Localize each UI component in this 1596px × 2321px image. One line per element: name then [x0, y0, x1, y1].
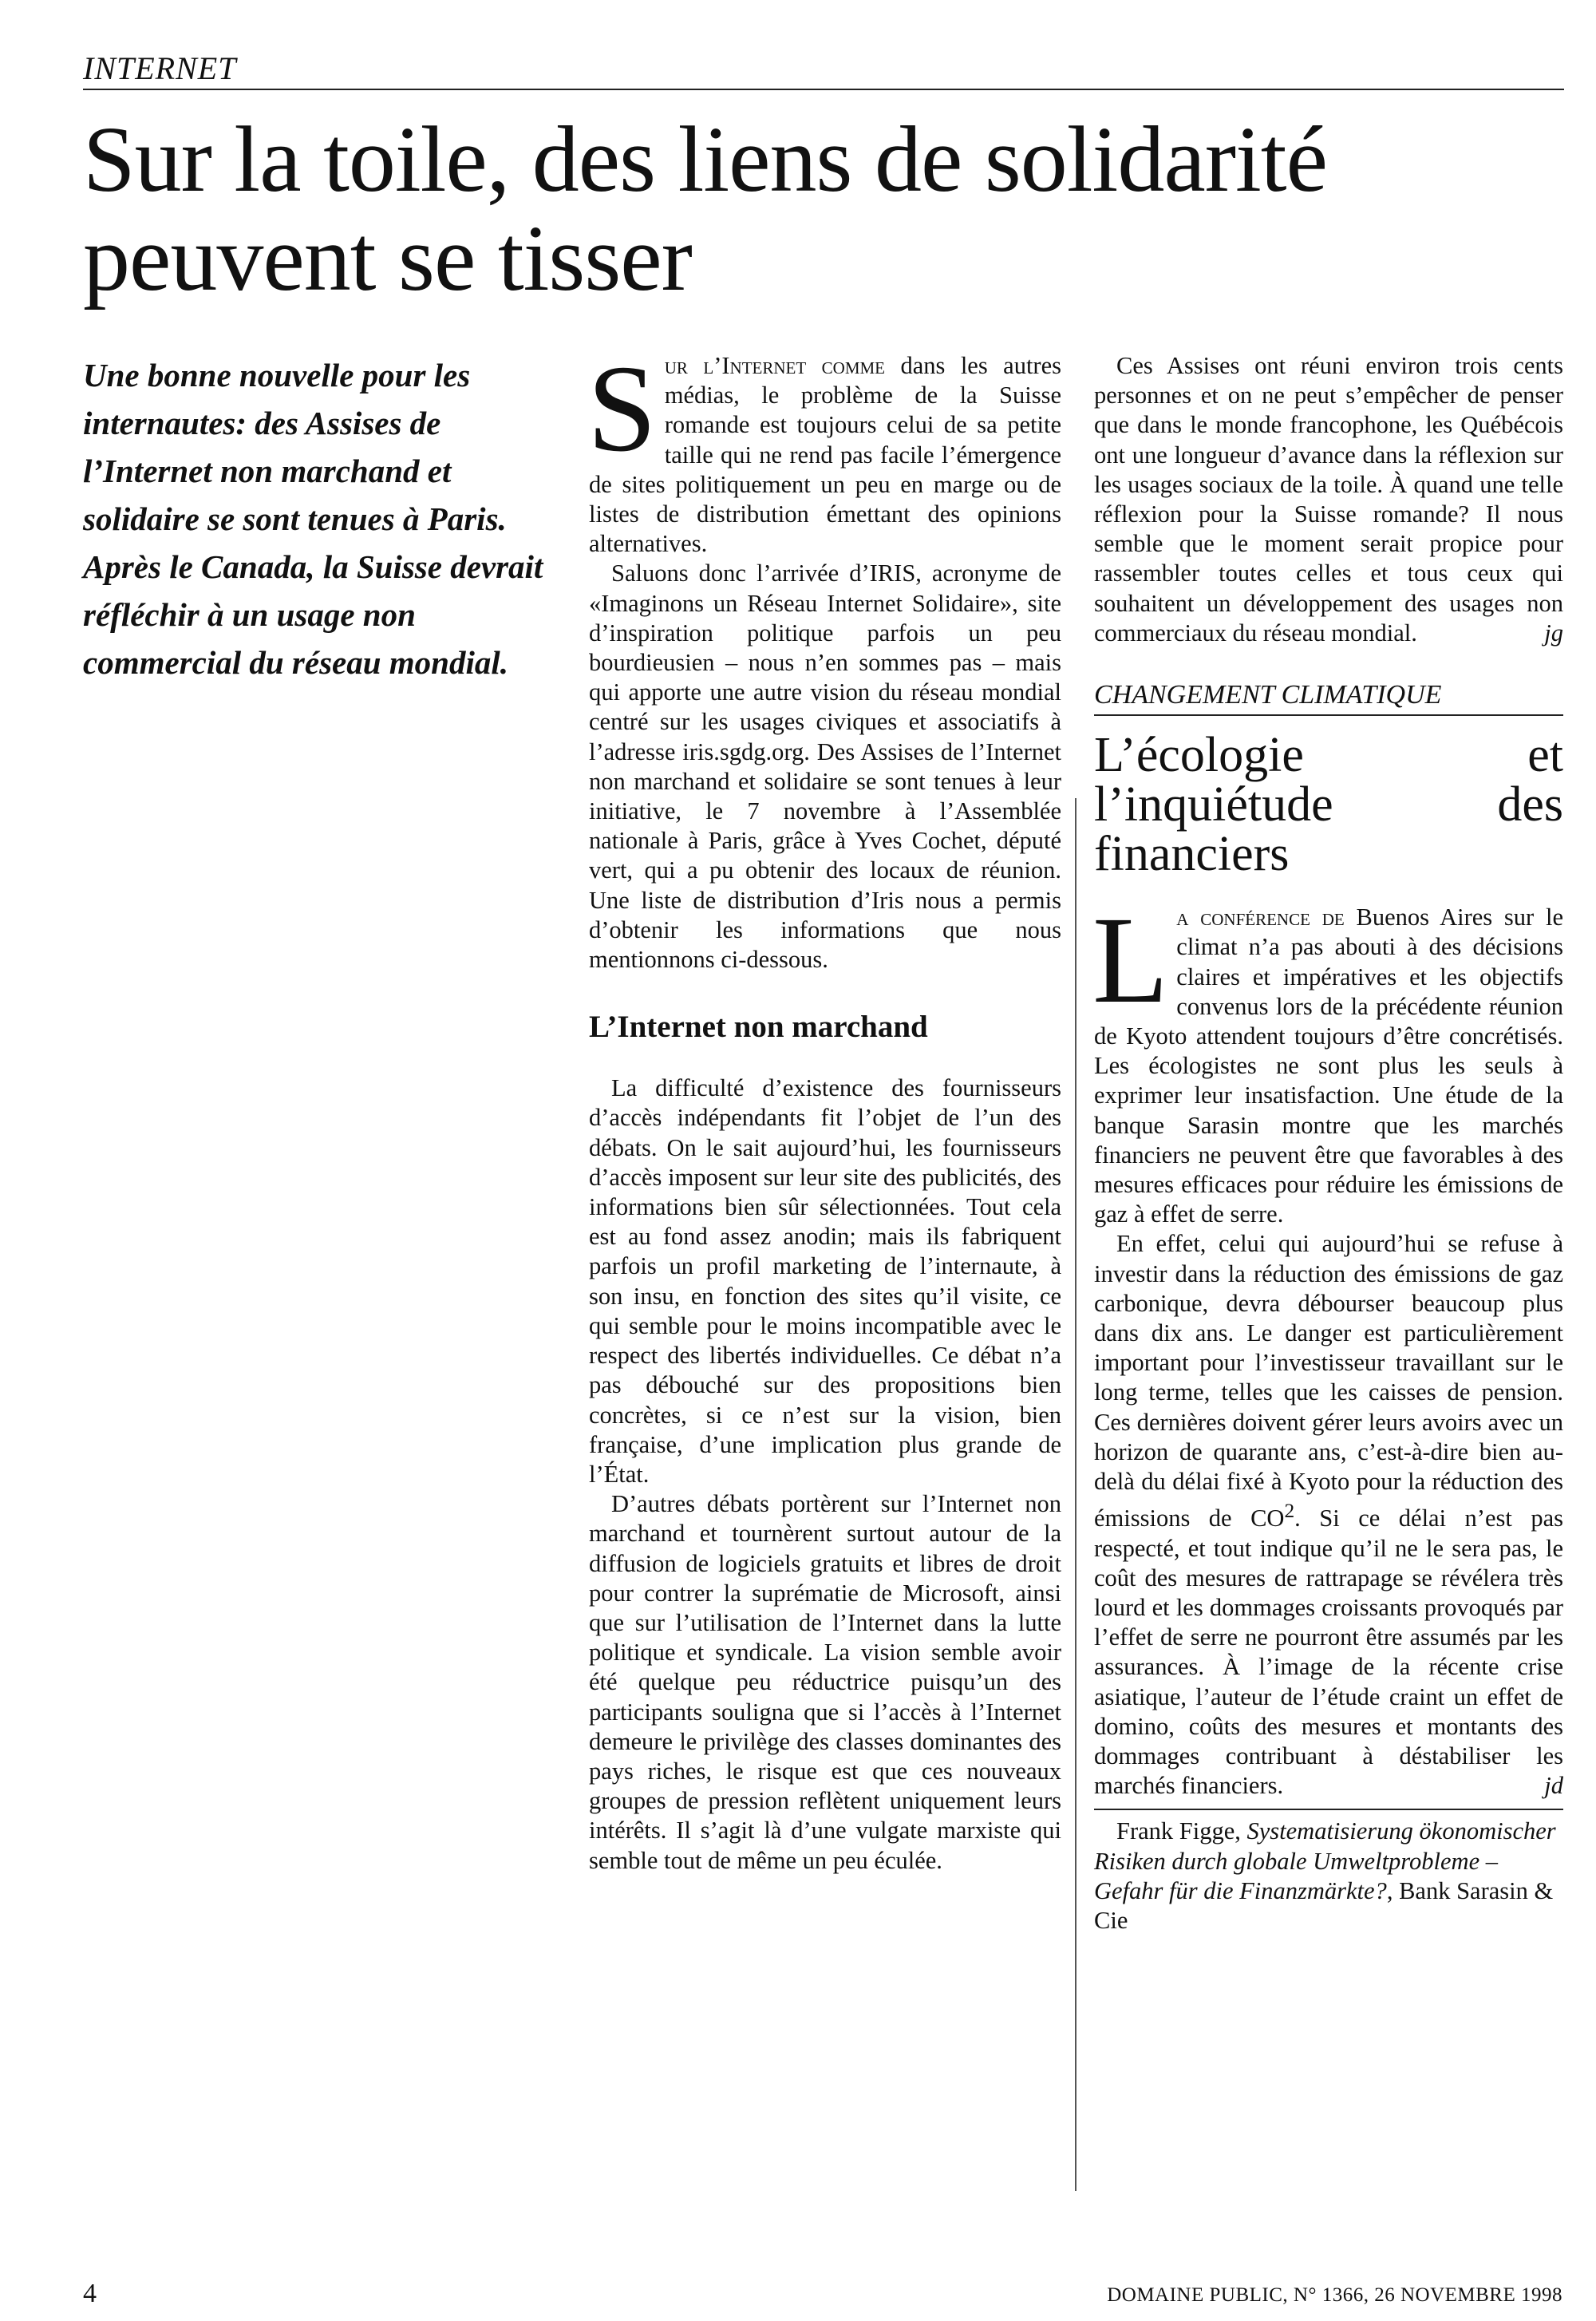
article-column-right — [1094, 351, 1563, 1935]
article2-title: L’écologie et l’inquiétude des financiers — [1094, 728, 1563, 882]
source-title: Systematisierung ökonomischer Risiken durch globale Umweltprobleme – Gefahr für die Finanzmärkte? — [1094, 1817, 1556, 1904]
author-signature: jd — [1544, 1772, 1563, 1800]
paragraph-2: Saluons donc l’arrivée d’IRIS, acronyme de «Imaginons un Réseau Internet Solidaire», site d’inspiration politique parfois un peu bourdieusien – nous n’en sommes pas – mais qui apporte une autre vision du réseau mondial centré sur les usages civiques et associatifs à l’adresse iris.sgdg.org. Des Assises de l’Internet non marchand et solidaire se sont tenues à leur initiative, le 7 novembre à l’Assemblée nationale à Paris, grâce à Yves Cochet, député vert, qui a pu obtenir des locaux de réunion. Une liste de distribution d’Iris nous a permis d’obtenir les informations que nous mentionnons ci-dessous. — [589, 559, 1061, 974]
source-citation — [1094, 1817, 1563, 1935]
lead-column — [83, 351, 554, 686]
publication-line: DOMAINE PUBLIC, N° 1366, 26 NOVEMBRE 1998 — [1107, 2284, 1562, 2306]
drop-cap: S — [587, 339, 657, 477]
source-publisher: , Bank Sarasin & Cie — [1094, 1876, 1554, 1935]
article2-paragraph-2-text: En effet, celui qui aujourd’hui se refuse à investir dans la réduction des émissions de gaz carbonique, devra débourser beaucoup plus dans dix ans. Le danger est particulièrement important pour l’investisseur travaillant sur le long terme, telles que les caisses de pension. Ces dernières doivent gérer leurs avoirs avec un horizon de quarante ans, c’est-à-dire bien au-delà du délai fixé à Kyoto pour la réduction des émissions de CO — [1094, 1230, 1563, 1532]
page-number: 4 — [83, 2279, 97, 2308]
paragraph-5 — [1094, 351, 1563, 648]
source-note — [1094, 1809, 1563, 1935]
source-author: Frank Figge, — [1116, 1817, 1247, 1845]
article-column-middle — [587, 339, 1061, 1876]
article2-paragraph-2 — [1094, 1229, 1563, 1801]
paragraph-3: La difficulté d’existence des fournisseurs d’accès indépendants fit l’objet de l’un des débats. On le sait aujourd’hui, les fournisseurs d’accès imposent sur leur site des publicités, des informations bien sûr sélectionnées. Tout cela est au fond assez anodin; mais ils fabriquent parfois un profil marketing de l’internaute, à son insu, en fonction des sites qu’il visite, ce qui semble pour le moins incompatible avec le respect des libertés individuelles. Ce débat n’a pas débouché sur des propositions bien concrètes, si ce n’est sur la vision, bien française, d’une implication plus grande de l’État. — [589, 1074, 1061, 1488]
article-title: Sur la toile, des liens de solidarité peuvent se tisser — [83, 107, 1327, 310]
article-lead: Une bonne nouvelle pour les internautes: des Assises de l’Internet non marchand et solidaire se sont tenues à Paris. Après le Canada, la Suisse devrait réfléchir à un usage non commercial du réseau mondial. — [83, 357, 543, 681]
section-rubric-climate: CHANGEMENT CLIMATIQUE — [1094, 680, 1563, 716]
subheading: L’Internet non marchand — [589, 1010, 928, 1045]
paragraph-1 — [587, 339, 1061, 559]
opening-smallcaps: ur l’Internet comme — [664, 352, 885, 379]
article2-paragraph-2-text-cont: . Si ce délai n’est pas respecté, et tout indique qu’il ne le sera pas, le coût des mesures de rattrapage se révélera très lourd et les dommages croissants provoqués par l’effet de serre ne pourront être assumés par les assurances. À l’image de la récente crise asiatique, l’auteur de l’étude craint un effet de domino, coûts des mesures et montants des dommages contribuant à déstabiliser les marchés financiers. — [1094, 1504, 1563, 1800]
opening-smallcaps: a conférence de — [1176, 903, 1345, 931]
drop-cap: L — [1092, 891, 1169, 1030]
paragraph-1-text: dans les autres médias, le problème de la Suisse romande est toujours celui de sa petite taille qui ne rend pas facile l’émergence de sites politiquement un peu en marge ou de listes de distribution émettant des opinions alternatives. — [589, 352, 1061, 558]
column-divider — [1075, 798, 1077, 2191]
paragraph-5-text: Ces Assises ont réuni environ trois cents personnes et on ne peut s’empêcher de penser que dans le monde francophone, les Québécois ont une longueur d’avance dans la réflexion sur les usages sociaux de la toile. À quand une telle réflexion pour la Suisse romande? Il nous semble que le moment serait propice pour rassembler toutes celles et tous ceux qui souhaitent un développement des usages non commerciaux du réseau mondial. — [1094, 352, 1563, 646]
superscript: 2 — [1284, 1500, 1295, 1523]
article2-paragraph-1-text: Buenos Aires sur le climat n’a pas abouti à des décisions claires et impératives et les objectifs convenus lors de la précédente réunion de Kyoto attendent toujours d’être concrétisés. Les écologistes ne sont plus les seuls à exprimer leur insatisfaction. Une étude de la banque Sarasin montre que les marchés financiers ne peuvent être que favorables à des mesures efficaces pour réduire les émissions de gaz à effet de serre. — [1094, 903, 1563, 1228]
paragraph-4: D’autres débats portèrent sur l’Internet non marchand et tournèrent surtout autour de la diffusion de logiciels gratuits et libres de droit pour contrer la suprématie de Microsoft, ainsi que sur l’utilisation de l’Internet dans la lutte politique et syndicale. La vision semble avoir été quelque peu réductrice puisqu’un des participants souligna que si l’accès à l’Internet demeure le privilège des classes dominantes des pays riches, le risque est que ces nouveaux groupes de pression reflètent uniquement leurs intérêts. Il s’agit là d’une vulgate marxiste qui semble tout de même un peu éculée. — [589, 1490, 1061, 1874]
section-rubric-internet: INTERNET — [83, 49, 1564, 90]
article2-paragraph-1 — [1092, 891, 1563, 1229]
author-signature: jg — [1544, 619, 1563, 646]
